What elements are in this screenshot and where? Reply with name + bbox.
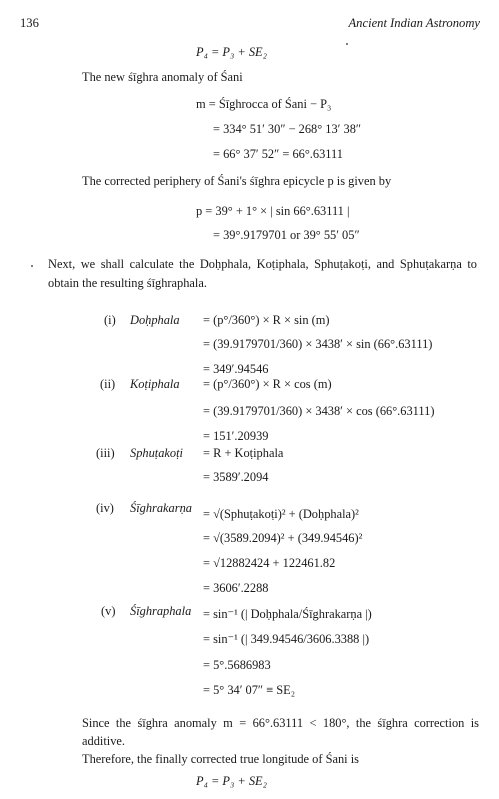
p-result: = 39°.9179701 or 39° 55′ 05″ [213,228,360,242]
step-label: (iii) [96,446,115,460]
step-line: = 5° 34′ 07″ ≡ SE₂ [203,683,296,697]
step-line: = (39.9179701/360) × 3438′ × sin (66°.63111) [203,337,433,351]
step-line: = (p°/360°) × R × sin (m) [203,313,330,327]
step-line: = 349′.94546 [203,362,269,376]
running-title: Ancient Indian Astronomy [348,16,480,30]
equation-p4: P₄ = P₃ + SE₂ [196,45,267,59]
step-term: Śīghraphala [130,604,192,618]
step-label: (iv) [96,501,114,515]
step-term: Koṭiphala [130,377,180,391]
equation-final: P₄ = P₃ + SE₂ [196,774,267,788]
step-line: = sin⁻¹ (| 349.94546/3606.3388 |) [203,632,370,646]
step-term: Śīghrakarṇa [130,501,192,515]
step-line: = √(3589.2094)² + (349.94546)² [203,531,363,545]
scan-speck [346,43,348,45]
step-label: (i) [104,313,116,327]
step-term: Doḥphala [130,313,180,327]
step-label: (v) [101,604,116,618]
step-label: (ii) [100,377,116,391]
scan-speck [31,265,33,267]
since-line-2: additive. [82,734,126,748]
paragraph-line-1: Next, we shall calculate the Doḥphala, Koṭiphala, Sphuṭakoṭi, and Sphuṭakarṇa to [48,257,477,271]
step-line: = 151′.20939 [203,429,269,443]
periphery-text: The corrected periphery of Śani's śīghra epicycle p is given by [82,174,392,188]
therefore-text: Therefore, the finally corrected true longitude of Śani is [82,752,359,766]
paragraph-line-2: obtain the resulting śīghraphala. [48,276,207,290]
step-line: = 3589′.2094 [203,470,269,484]
step-line: = (39.9179701/360) × 3438′ × cos (66°.63111) [203,404,435,418]
new-anomaly-text: The new śīghra anomaly of Śani [82,70,243,84]
step-line: = 3606′.2288 [203,581,269,595]
m-result: = 66° 37′ 52″ = 66°.63111 [213,147,343,161]
step-line: = 5°.5686983 [203,658,271,672]
step-line: = √(Sphuṭakoṭi)² + (Doḥphala)² [203,507,359,521]
m-equation: m = Śīghrocca of Śani − P₃ [196,97,332,111]
step-line: = (p°/360°) × R × cos (m) [203,377,332,391]
step-line: = √12882424 + 122461.82 [203,556,336,570]
step-line: = sin⁻¹ (| Doḥphala/Śīghrakarṇa |) [203,607,372,621]
since-line-1: Since the śīghra anomaly m = 66°.63111 < 180°, the śīghra correction is [82,716,479,730]
p-equation: p = 39° + 1° × | sin 66°.63111 | [196,204,350,218]
page-number: 136 [20,16,39,30]
m-substitution: = 334° 51′ 30″ − 268° 13′ 38″ [213,122,362,136]
step-term: Sphuṭakoṭi [130,446,183,460]
step-line: = R + Koṭiphala [203,446,284,460]
